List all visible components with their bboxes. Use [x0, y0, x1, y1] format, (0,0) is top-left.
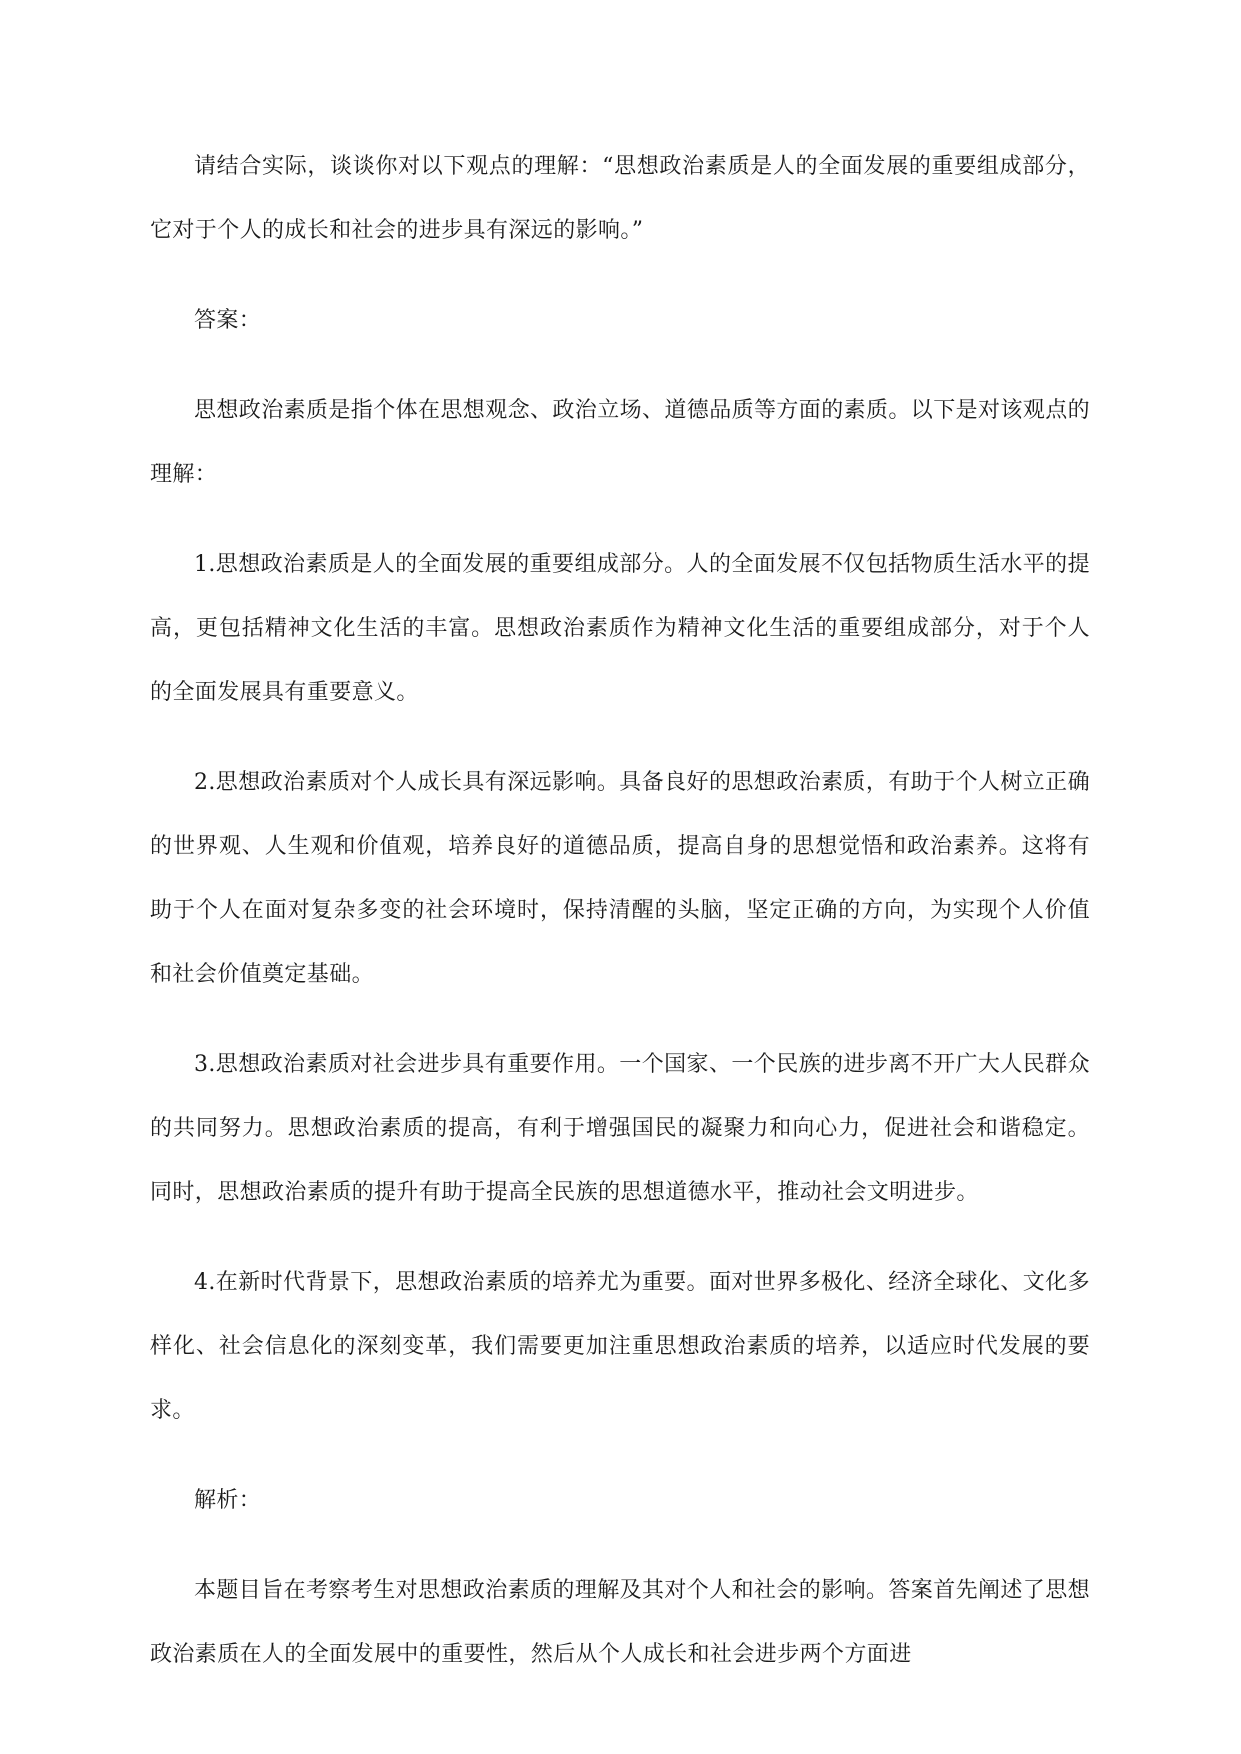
analysis-heading: 解析：: [194, 1488, 262, 1513]
answer-point-1: 1.思想政治素质是人的全面发展的重要组成部分。人的全面发展不仅包括物质生活水平的提高，更包括精神文化生活的丰富。思想政治素质作为精神文化生活的重要组成部分，对于个人的全面发展具有重要意义。: [150, 552, 1090, 705]
answer-point-4: 4.在新时代背景下，思想政治素质的培养尤为重要。面对世界多极化、经济全球化、文化多样化、社会信息化的深刻变革，我们需要更加注重思想政治素质的培养，以适应时代发展的要求。: [150, 1270, 1090, 1423]
answer-point-3: 3.思想政治素质对社会进步具有重要作用。一个国家、一个民族的进步离不开广大人民群众的共同努力。思想政治素质的提高，有利于增强国民的凝聚力和向心力，促进社会和谐稳定。同时，思想政治素质的提升有助于提高全民族的思想道德水平，推动社会文明进步。: [150, 1052, 1090, 1205]
answer-point-2: 2.思想政治素质对个人成长具有深远影响。具备良好的思想政治素质，有助于个人树立正确的世界观、人生观和价值观，培养良好的道德品质，提高自身的思想觉悟和政治素养。这将有助于个人在面对复杂多变的社会环境时，保持清醒的头脑，坚定正确的方向，为实现个人价值和社会价值奠定基础。: [150, 770, 1090, 987]
analysis-paragraph: 本题目旨在考察考生对思想政治素质的理解及其对个人和社会的影响。答案首先阐述了思想政治素质在人的全面发展中的重要性，然后从个人成长和社会进步两个方面进: [150, 1578, 1091, 1667]
answer-intro-paragraph: 思想政治素质是指个体在思想观念、政治立场、道德品质等方面的素质。以下是对该观点的理解：: [150, 398, 1091, 487]
answer-heading: 答案：: [194, 308, 262, 333]
question-paragraph: 请结合实际，谈谈你对以下观点的理解：“思想政治素质是人的全面发展的重要组成部分，它对于个人的成长和社会的进步具有深远的影响。”: [150, 154, 1090, 243]
document-body: [150, 135, 1090, 1687]
